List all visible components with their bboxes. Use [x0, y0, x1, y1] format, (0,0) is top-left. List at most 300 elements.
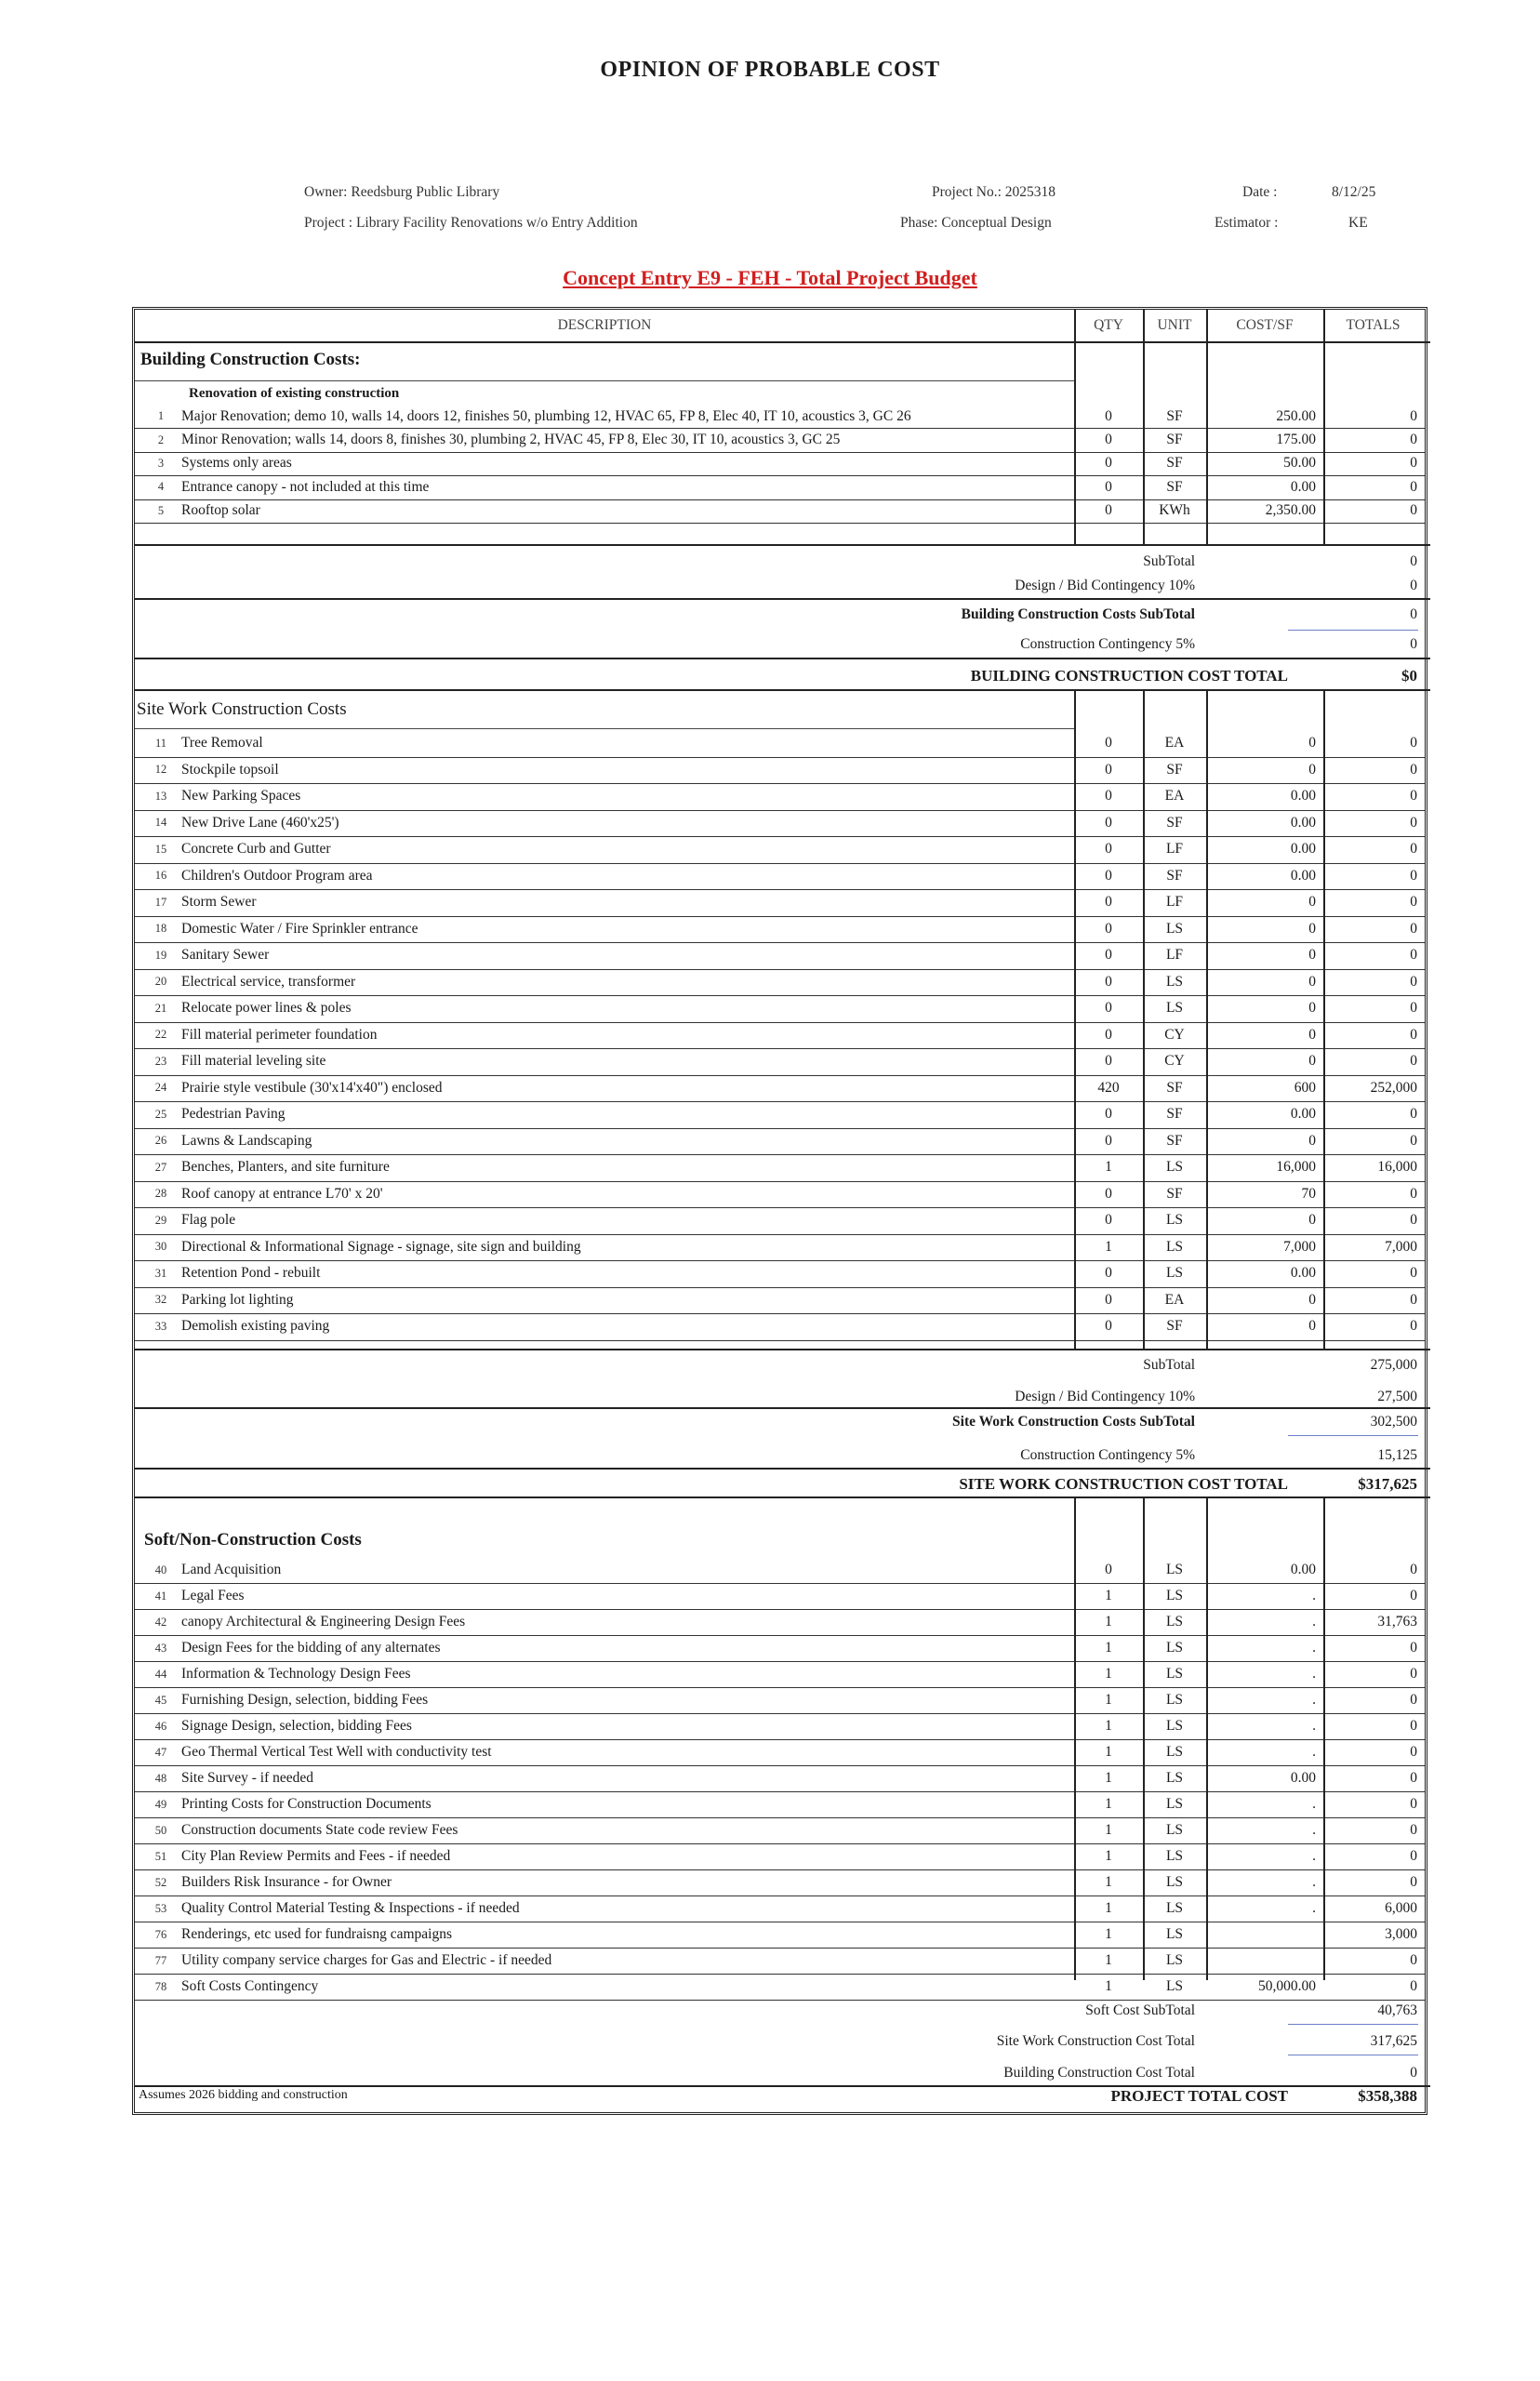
item-number: 43: [154, 1641, 167, 1655]
item-unit: LS: [1165, 1000, 1184, 1017]
building-item-row: [135, 452, 1425, 476]
item-total: 0: [1410, 1265, 1417, 1282]
item-description: Builders Risk Insurance - for Owner: [181, 1874, 392, 1890]
item-cost: 0: [1308, 894, 1316, 911]
soft-item-row: [135, 1791, 1425, 1818]
item-number: 21: [154, 1001, 167, 1015]
item-number: 3: [157, 456, 165, 470]
building-total-summary-label: Building Construction Cost Total: [1003, 2065, 1195, 2081]
item-cost: 0.00: [1290, 867, 1316, 884]
sitework-contingency-value: 27,500: [1377, 1389, 1417, 1404]
item-number: 24: [154, 1081, 167, 1095]
item-qty: 0: [1105, 502, 1112, 519]
item-cost: 0.00: [1290, 478, 1316, 495]
project-total-value: $358,388: [1358, 2087, 1417, 2105]
sitework-item-row: [135, 1260, 1425, 1288]
item-number: 17: [154, 895, 167, 909]
phase-label: Phase: Conceptual Design: [900, 215, 1052, 231]
item-description: Concrete Curb and Gutter: [181, 841, 331, 858]
soft-section-heading: [135, 1523, 1430, 1557]
item-number: 13: [154, 789, 167, 803]
item-qty: 0: [1105, 1053, 1112, 1070]
column-cost: COST/SF: [1236, 317, 1294, 333]
renovation-subheading-text: Renovation of existing construction: [189, 385, 400, 401]
item-total: 0: [1410, 1822, 1417, 1838]
item-total: 0: [1410, 1874, 1417, 1890]
item-description: Flag pole: [181, 1212, 236, 1229]
item-qty: 0: [1105, 947, 1112, 964]
item-cost: 0: [1308, 1291, 1316, 1308]
item-unit: LS: [1165, 1796, 1184, 1812]
item-total: 0: [1410, 867, 1417, 884]
item-number: 25: [154, 1107, 167, 1121]
item-description: Construction documents State code review Fees: [181, 1822, 458, 1838]
sitework-item-row: [135, 783, 1425, 811]
item-description: Stockpile topsoil: [181, 761, 279, 778]
sitework-item-row: [135, 1022, 1425, 1050]
building-contingency-value: 0: [1410, 578, 1417, 593]
item-cost: 250.00: [1276, 407, 1316, 424]
soft-item-row: [135, 1739, 1425, 1766]
item-unit: LF: [1165, 894, 1184, 911]
item-total: 0: [1410, 478, 1417, 495]
item-number: 20: [154, 975, 167, 989]
sitework-subtotal-label: SubTotal: [1143, 1357, 1195, 1373]
item-number: 19: [154, 948, 167, 962]
item-description: Parking lot lighting: [181, 1291, 294, 1308]
sitework-item-row: [135, 1075, 1425, 1103]
sitework-costs-subtotal-label: Site Work Construction Costs SubTotal: [952, 1414, 1195, 1430]
item-unit: SF: [1166, 761, 1183, 778]
item-cost: 70: [1301, 1185, 1316, 1202]
item-description: Directional & Informational Signage - signage, site sign and building: [181, 1238, 581, 1255]
item-qty: 1: [1105, 1848, 1112, 1864]
item-total: 0: [1410, 1106, 1417, 1123]
sitework-item-row: [135, 1234, 1425, 1262]
item-cost: 0: [1308, 1053, 1316, 1070]
item-number: 47: [154, 1745, 167, 1759]
item-total: 0: [1410, 1952, 1417, 1968]
item-unit: SF: [1166, 478, 1183, 495]
item-total: 0: [1410, 788, 1417, 805]
project-number: Project No.: 2025318: [932, 184, 1056, 200]
item-number: 32: [154, 1293, 167, 1307]
item-number: 44: [154, 1667, 167, 1681]
item-description: Quality Control Material Testing & Inspections - if needed: [181, 1900, 520, 1916]
item-description: Pedestrian Paving: [181, 1106, 285, 1123]
building-total-label: BUILDING CONSTRUCTION COST TOTAL: [970, 667, 1288, 685]
item-description: Legal Fees: [181, 1588, 245, 1603]
item-qty: 1: [1105, 1796, 1112, 1812]
soft-item-row: [135, 1765, 1425, 1792]
item-qty: 1: [1105, 1159, 1112, 1176]
item-number: 29: [154, 1213, 167, 1227]
date-value: 8/12/25: [1332, 184, 1376, 200]
item-cost: 600: [1294, 1079, 1316, 1096]
item-total: 0: [1410, 761, 1417, 778]
building-item-row: [135, 499, 1425, 524]
item-description: Relocate power lines & poles: [181, 1000, 352, 1017]
sitework-section-heading: [135, 693, 1430, 726]
item-qty: 0: [1105, 973, 1112, 990]
site-total-label: Site Work Construction Cost Total: [996, 2033, 1195, 2049]
item-cost: 0: [1308, 1026, 1316, 1043]
item-qty: 0: [1105, 1106, 1112, 1123]
item-number: 15: [154, 842, 167, 856]
item-unit: EA: [1164, 1291, 1185, 1308]
item-unit: SF: [1166, 407, 1183, 424]
column-totals: TOTALS: [1346, 317, 1401, 333]
sitework-item-row: [135, 1287, 1425, 1315]
item-total: 0: [1410, 947, 1417, 964]
item-qty: 0: [1105, 407, 1112, 424]
item-cost: .: [1312, 1848, 1316, 1864]
building-item-row: [135, 405, 1425, 429]
item-number: 76: [154, 1927, 167, 1941]
item-qty: 1: [1105, 1718, 1112, 1734]
item-cost: 0.00: [1290, 1106, 1316, 1123]
item-cost: 0.00: [1290, 841, 1316, 858]
item-description: New Parking Spaces: [181, 788, 301, 805]
sitework-subtotal-value: 275,000: [1370, 1357, 1417, 1373]
building-total-summary-value: 0: [1410, 2065, 1417, 2081]
item-number: 4: [157, 480, 165, 494]
item-number: 30: [154, 1240, 167, 1254]
soft-item-row: [135, 1843, 1425, 1870]
item-qty: 0: [1105, 1291, 1112, 1308]
item-qty: 0: [1105, 455, 1112, 472]
soft-item-row: [135, 1869, 1425, 1896]
item-cost: 0: [1308, 947, 1316, 964]
item-description: Benches, Planters, and site furniture: [181, 1159, 390, 1176]
sitework-item-row: [135, 1207, 1425, 1235]
item-total: 0: [1410, 1132, 1417, 1149]
sitework-item-row: [135, 1181, 1425, 1209]
item-description: Information & Technology Design Fees: [181, 1666, 411, 1682]
item-number: 42: [154, 1615, 167, 1629]
sitework-costs-subtotal-value: 302,500: [1370, 1414, 1417, 1430]
item-number: 33: [154, 1319, 167, 1333]
item-total: 0: [1410, 502, 1417, 519]
item-cost: 2,350.00: [1265, 502, 1316, 519]
sitework-item-row: [135, 916, 1425, 944]
item-unit: SF: [1166, 1185, 1183, 1202]
sitework-item-row: [135, 1128, 1425, 1156]
item-cost: .: [1312, 1692, 1316, 1708]
item-cost: 0.00: [1290, 788, 1316, 805]
item-description: Sanitary Sewer: [181, 947, 270, 964]
item-qty: 1: [1105, 1770, 1112, 1786]
soft-item-row: [135, 1922, 1425, 1949]
cost-table: [132, 307, 1427, 2115]
item-total: 0: [1410, 1000, 1417, 1017]
project-label: Project : Library Facility Renovations w/o Entry Addition: [304, 215, 638, 231]
item-number: 31: [154, 1266, 167, 1280]
item-total: 0: [1410, 1318, 1417, 1335]
item-description: Minor Renovation; walls 14, doors 8, finishes 30, plumbing 2, HVAC 45, FP 8, Elec 30, IT 10, acoustics 3, GC 25: [181, 432, 841, 448]
item-unit: LS: [1165, 1952, 1184, 1968]
item-total: 0: [1410, 1692, 1417, 1708]
item-cost: 0: [1308, 1132, 1316, 1149]
item-description: canopy Architectural & Engineering Design Fees: [181, 1614, 466, 1629]
item-cost: 0: [1308, 735, 1316, 752]
item-qty: 0: [1105, 432, 1112, 448]
item-cost: 0.00: [1290, 1770, 1316, 1786]
item-number: 51: [154, 1849, 167, 1863]
item-total: 31,763: [1377, 1614, 1417, 1629]
item-qty: 1: [1105, 1822, 1112, 1838]
item-total: 0: [1410, 1666, 1417, 1682]
item-description: Lawns & Landscaping: [181, 1132, 312, 1149]
item-unit: LS: [1165, 1822, 1184, 1838]
item-total: 16,000: [1377, 1159, 1417, 1176]
column-description: DESCRIPTION: [557, 317, 652, 333]
sitework-item-row: [135, 942, 1425, 970]
item-unit: CY: [1164, 1026, 1185, 1043]
item-cost: .: [1312, 1874, 1316, 1890]
item-qty: 1: [1105, 1952, 1112, 1968]
item-description: Demolish existing paving: [181, 1318, 330, 1335]
item-number: 1: [157, 409, 165, 423]
sitework-total-label: SITE WORK CONSTRUCTION COST TOTAL: [959, 1475, 1288, 1493]
item-unit: LS: [1165, 1978, 1184, 1994]
item-number: 18: [154, 922, 167, 936]
item-unit: LS: [1165, 1212, 1184, 1229]
soft-item-row: [135, 1583, 1425, 1610]
item-qty: 0: [1105, 1212, 1112, 1229]
item-unit: LS: [1165, 1238, 1184, 1255]
item-cost: 0: [1308, 1318, 1316, 1335]
item-description: Utility company service charges for Gas and Electric - if needed: [181, 1952, 552, 1968]
sitework-item-row: [135, 1048, 1425, 1076]
renovation-subheading: [135, 382, 1430, 405]
item-total: 0: [1410, 841, 1417, 858]
item-cost: 175.00: [1276, 432, 1316, 448]
item-qty: 1: [1105, 1692, 1112, 1708]
item-description: Roof canopy at entrance L70' x 20': [181, 1185, 383, 1202]
soft-item-row: [135, 1557, 1425, 1584]
item-cost: .: [1312, 1640, 1316, 1656]
item-total: 3,000: [1385, 1926, 1417, 1942]
item-qty: 1: [1105, 1238, 1112, 1255]
date-label: Date :: [1242, 184, 1278, 200]
site-total-value: 317,625: [1370, 2033, 1417, 2049]
item-description: Rooftop solar: [181, 502, 260, 519]
item-number: 12: [154, 763, 167, 777]
sitework-item-row: [135, 1101, 1425, 1129]
budget-subtitle: Concept Entry E9 - FEH - Total Project Budget: [563, 266, 977, 289]
item-qty: 0: [1105, 1265, 1112, 1282]
item-unit: CY: [1164, 1053, 1185, 1070]
sitework-item-row: [135, 1154, 1425, 1182]
item-unit: LF: [1165, 841, 1184, 858]
item-unit: LS: [1165, 1692, 1184, 1708]
item-total: 0: [1410, 1978, 1417, 1994]
item-description: Land Acquisition: [181, 1562, 282, 1577]
item-unit: LF: [1165, 947, 1184, 964]
item-qty: 0: [1105, 1000, 1112, 1017]
item-unit: LS: [1165, 1159, 1184, 1176]
item-total: 0: [1410, 1026, 1417, 1043]
item-description: Entrance canopy - not included at this time: [181, 478, 430, 495]
item-unit: LS: [1165, 1926, 1184, 1942]
building-subtotal-value: 0: [1410, 553, 1417, 569]
item-cost: 50,000.00: [1258, 1978, 1316, 1994]
document-title: OPINION OF PROBABLE COST: [600, 58, 940, 82]
sitework-heading-text: Site Work Construction Costs: [137, 699, 347, 719]
item-unit: LS: [1165, 1614, 1184, 1629]
item-number: 50: [154, 1823, 167, 1837]
item-cost: .: [1312, 1666, 1316, 1682]
item-qty: 0: [1105, 478, 1112, 495]
item-qty: 1: [1105, 1900, 1112, 1916]
column-header-row: [135, 310, 1430, 343]
estimator-label: Estimator :: [1215, 215, 1279, 231]
sitework-item-row: [135, 889, 1425, 917]
sitework-total-value: $317,625: [1358, 1475, 1417, 1493]
item-description: New Drive Lane (460'x25'): [181, 814, 339, 831]
item-number: 2: [157, 432, 165, 446]
item-qty: 0: [1105, 894, 1112, 911]
sitework-item-row: [135, 969, 1425, 997]
item-unit: EA: [1164, 788, 1185, 805]
item-cost: 0: [1308, 973, 1316, 990]
item-qty: 0: [1105, 1562, 1112, 1577]
item-total: 0: [1410, 1718, 1417, 1734]
item-cost: 0.00: [1290, 814, 1316, 831]
item-number: 5: [157, 503, 165, 517]
item-total: 0: [1410, 1588, 1417, 1603]
item-description: Tree Removal: [181, 735, 263, 752]
item-number: 77: [154, 1953, 167, 1967]
item-cost: 0: [1308, 1000, 1316, 1017]
item-total: 6,000: [1385, 1900, 1417, 1916]
item-qty: 420: [1097, 1079, 1120, 1096]
building-section-heading: [135, 341, 1430, 379]
item-number: 11: [154, 736, 167, 750]
item-unit: SF: [1166, 814, 1183, 831]
item-unit: SF: [1166, 1079, 1183, 1096]
item-qty: 0: [1105, 814, 1112, 831]
item-qty: 0: [1105, 1185, 1112, 1202]
soft-subtotal-label: Soft Cost SubTotal: [1085, 2002, 1195, 2018]
item-number: 49: [154, 1797, 167, 1811]
building-costs-subtotal-value: 0: [1410, 606, 1417, 622]
item-description: Geo Thermal Vertical Test Well with conductivity test: [181, 1744, 492, 1760]
item-qty: 0: [1105, 788, 1112, 805]
item-unit: LS: [1165, 920, 1184, 937]
item-unit: SF: [1166, 432, 1183, 448]
item-description: City Plan Review Permits and Fees - if needed: [181, 1848, 451, 1864]
item-total: 0: [1410, 1640, 1417, 1656]
item-cost: 0.00: [1290, 1562, 1316, 1577]
item-unit: LS: [1165, 1874, 1184, 1890]
sitework-construction-contingency-value: 15,125: [1377, 1447, 1417, 1463]
building-item-row: [135, 475, 1425, 499]
sitework-item-row: [135, 757, 1425, 785]
estimator-value: KE: [1348, 215, 1368, 231]
item-number: 28: [154, 1187, 167, 1201]
item-unit: LS: [1165, 973, 1184, 990]
item-description: Soft Costs Contingency: [181, 1978, 319, 1994]
item-unit: LS: [1165, 1562, 1184, 1577]
item-number: 26: [154, 1134, 167, 1148]
item-cost: .: [1312, 1588, 1316, 1603]
item-description: Children's Outdoor Program area: [181, 867, 373, 884]
item-qty: 1: [1105, 1978, 1112, 1994]
item-number: 46: [154, 1719, 167, 1733]
building-construction-contingency-label: Construction Contingency 5%: [1020, 636, 1195, 652]
sitework-item-row: [135, 863, 1425, 891]
soft-item-row: [135, 1635, 1425, 1662]
item-total: 0: [1410, 1185, 1417, 1202]
item-description: Major Renovation; demo 10, walls 14, doors 12, finishes 50, plumbing 12, HVAC 65, FP 8, Elec 40, IT 10, acoustics 3, GC 26: [181, 407, 911, 424]
item-cost: 16,000: [1276, 1159, 1316, 1176]
item-unit: LS: [1165, 1744, 1184, 1760]
item-description: Furnishing Design, selection, bidding Fees: [181, 1692, 429, 1708]
item-qty: 0: [1105, 867, 1112, 884]
item-unit: SF: [1166, 1318, 1183, 1335]
item-cost: .: [1312, 1614, 1316, 1629]
item-qty: 0: [1105, 761, 1112, 778]
item-total: 0: [1410, 1053, 1417, 1070]
item-description: Site Survey - if needed: [181, 1770, 314, 1786]
soft-item-row: [135, 1661, 1425, 1688]
item-qty: 1: [1105, 1926, 1112, 1942]
item-number: 45: [154, 1693, 167, 1707]
item-number: 14: [154, 816, 167, 830]
item-unit: SF: [1166, 1132, 1183, 1149]
soft-item-row: [135, 1974, 1425, 2001]
item-qty: 1: [1105, 1588, 1112, 1603]
building-heading-text: Building Construction Costs:: [140, 350, 361, 369]
item-qty: 0: [1105, 1318, 1112, 1335]
soft-item-row: [135, 1895, 1425, 1922]
soft-item-row: [135, 1609, 1425, 1636]
owner-label: Owner: Reedsburg Public Library: [304, 184, 500, 200]
item-number: 27: [154, 1160, 167, 1174]
item-total: 0: [1410, 814, 1417, 831]
item-unit: KWh: [1159, 502, 1190, 519]
item-total: 0: [1410, 432, 1417, 448]
item-total: 0: [1410, 1562, 1417, 1577]
item-number: 78: [154, 1979, 167, 1993]
item-cost: 0: [1308, 920, 1316, 937]
item-number: 52: [154, 1875, 167, 1889]
building-total-value: $0: [1401, 667, 1417, 685]
item-unit: LS: [1165, 1770, 1184, 1786]
item-description: Signage Design, selection, bidding Fees: [181, 1718, 412, 1734]
item-cost: [1206, 1922, 1323, 1948]
item-number: 23: [154, 1054, 167, 1068]
item-cost: .: [1312, 1900, 1316, 1916]
item-unit: LS: [1165, 1640, 1184, 1656]
item-unit: SF: [1166, 1106, 1183, 1123]
item-description: Printing Costs for Construction Documents: [181, 1796, 431, 1812]
item-unit: SF: [1166, 867, 1183, 884]
item-cost: .: [1312, 1718, 1316, 1734]
soft-item-row: [135, 1817, 1425, 1844]
item-qty: 1: [1105, 1614, 1112, 1629]
item-unit: LS: [1165, 1265, 1184, 1282]
building-construction-contingency-value: 0: [1410, 636, 1417, 652]
item-number: 53: [154, 1901, 167, 1915]
item-total: 0: [1410, 455, 1417, 472]
item-qty: 1: [1105, 1666, 1112, 1682]
item-total: 0: [1410, 894, 1417, 911]
item-unit: LS: [1165, 1900, 1184, 1916]
item-qty: 0: [1105, 841, 1112, 858]
